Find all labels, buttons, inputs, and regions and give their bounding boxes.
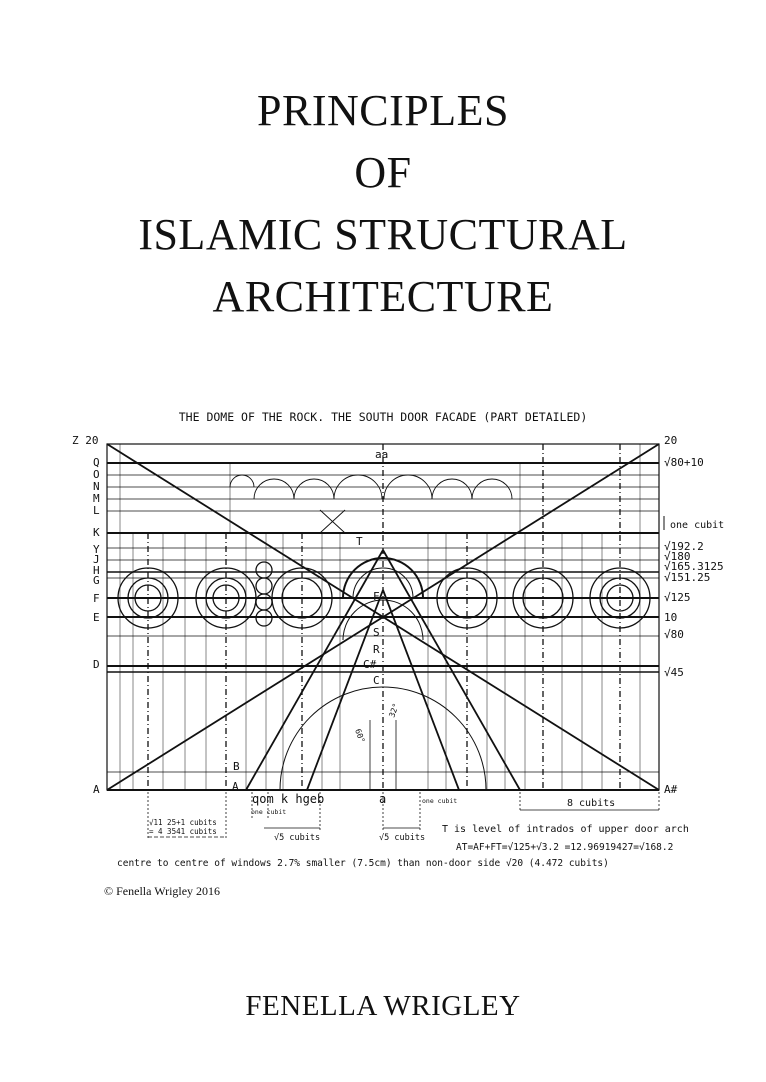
note-at-equation: AT=AF+FT=√125+√3.2 =12.96919427=√168.2 bbox=[456, 842, 674, 853]
architectural-drawing bbox=[0, 400, 766, 920]
right-label-sqrt80: √80 bbox=[664, 628, 684, 641]
right-label-sqrt180: √180 bbox=[664, 550, 691, 563]
inner-label-s: S bbox=[373, 626, 380, 639]
title-line-1: PRINCIPLES bbox=[257, 86, 509, 135]
level-label-a: A bbox=[93, 783, 100, 796]
level-label-q: Q bbox=[93, 456, 100, 469]
copyright-notice: © Fenella Wrigley 2016 bbox=[104, 884, 221, 898]
right-label-a-sharp: A# bbox=[664, 783, 678, 796]
level-label-m: M bbox=[93, 492, 100, 505]
drawing-lines bbox=[107, 444, 664, 840]
left-level-labels bbox=[72, 434, 100, 796]
author-name: FENELLA WRIGLEY bbox=[245, 990, 521, 1022]
inner-label-b: B bbox=[233, 760, 240, 773]
book-title bbox=[0, 82, 766, 330]
one-cubit-label-right: one cubit bbox=[422, 797, 458, 805]
inner-label-f: F bbox=[373, 590, 380, 603]
right-level-labels bbox=[664, 434, 724, 796]
inner-label-a: A bbox=[232, 780, 239, 793]
bottom-labels bbox=[117, 792, 689, 869]
title-line-3: ISLAMIC STRUCTURAL bbox=[138, 210, 628, 259]
inner-label-60-degrees: 60° bbox=[353, 727, 367, 745]
note-window-spacing: centre to centre of windows 2.7% smaller (7.5cm) than non-door side √20 (4.472 cubits) bbox=[117, 858, 609, 869]
level-label-d: D bbox=[93, 658, 100, 671]
level-label-y: Y bbox=[93, 543, 100, 556]
inner-label-c: C bbox=[373, 674, 380, 687]
level-label-j: J bbox=[93, 553, 100, 566]
level-label-e: E bbox=[93, 611, 100, 624]
right-label-sqrt192: √192.2 bbox=[664, 540, 704, 553]
level-label-o: O bbox=[93, 468, 100, 481]
right-label-sqrt80-10: √80+10 bbox=[664, 456, 704, 469]
level-label-n: N bbox=[93, 480, 100, 493]
sqrt5-label-right: √5 cubits bbox=[379, 833, 426, 843]
level-label-f: F bbox=[93, 592, 100, 605]
one-cubit-label-left: one cubit bbox=[251, 808, 287, 816]
right-label-sqrt125: √125 bbox=[664, 591, 691, 604]
right-label-sqrt165: √165.3125 bbox=[664, 560, 724, 573]
eq4354-label: = 4 3541 cubits bbox=[149, 827, 217, 836]
title-line-2: OF bbox=[354, 148, 412, 197]
level-label-k: K bbox=[93, 526, 100, 539]
sqrt5-label-left: √5 cubits bbox=[274, 833, 321, 843]
figure-caption: THE DOME OF THE ROCK. THE SOUTH DOOR FACADE (PART DETAILED) bbox=[178, 410, 588, 424]
sqrt11-label: √11 25+1 cubits bbox=[149, 818, 217, 827]
inner-label-c-sharp: C# bbox=[363, 658, 377, 671]
inner-label-t: T bbox=[356, 535, 363, 548]
level-label-z: Z 20 bbox=[72, 434, 99, 447]
level-label-g: G bbox=[93, 574, 100, 587]
right-label-sqrt151: √151.25 bbox=[664, 571, 711, 584]
right-label-20: 20 bbox=[664, 434, 678, 447]
right-label-10: 10 bbox=[664, 611, 678, 624]
note-intrados: T is level of intrados of upper door arch bbox=[442, 824, 689, 835]
inner-label-r: R bbox=[373, 643, 380, 656]
points-label: qom k hgeb bbox=[252, 792, 325, 806]
right-label-sqrt45: √45 bbox=[664, 666, 684, 679]
right-label-one-cubit: one cubit bbox=[670, 520, 725, 531]
level-label-l: L bbox=[93, 504, 100, 517]
level-label-h: H bbox=[93, 564, 100, 577]
eight-cubits-label: 8 cubits bbox=[567, 798, 616, 809]
point-a-label: a bbox=[379, 792, 387, 806]
inner-label-aa: aa bbox=[375, 448, 389, 461]
title-line-4: ARCHITECTURE bbox=[212, 272, 554, 321]
inner-label-32-degrees: 32° bbox=[387, 702, 401, 719]
inner-labels bbox=[232, 448, 401, 793]
